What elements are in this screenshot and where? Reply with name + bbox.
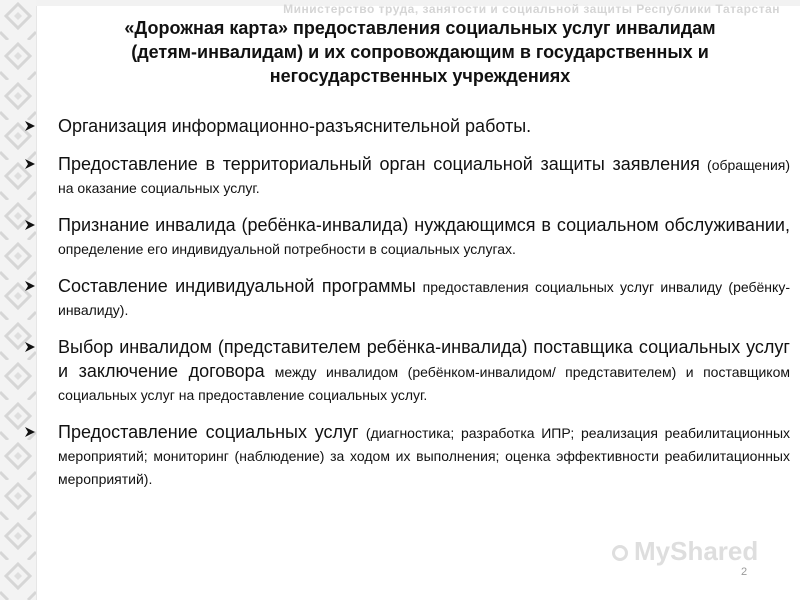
list-item bbox=[20, 275, 790, 322]
arrow-bullet-icon bbox=[24, 341, 36, 353]
arrow-bullet-icon bbox=[24, 280, 36, 292]
list-item bbox=[20, 214, 790, 261]
list-item bbox=[20, 421, 790, 491]
ministry-header: Министерство труда, занятости и социальной защиты Республики Татарстан bbox=[283, 2, 780, 16]
arrow-bullet-icon bbox=[24, 120, 36, 132]
arrow-bullet-icon bbox=[24, 158, 36, 170]
arrow-bullet-icon bbox=[24, 219, 36, 231]
item-main-text: Признание инвалида (ребёнка-инвалида) нуждающимся в социальном обслуживании, bbox=[58, 215, 790, 235]
page-title: «Дорожная карта» предоставления социальных услуг инвалидам (детям-инвалидам) и их сопровождающим в государственных и негосударственных учреждениях bbox=[124, 18, 716, 86]
list-item bbox=[20, 336, 790, 407]
item-sub-text: между инвалидом (ребёнком-инвалидом/ представителем) и поставщиком социальных услуг на предоставление социальных услуг. bbox=[58, 364, 790, 403]
list-item bbox=[20, 153, 790, 200]
item-sub-text: (диагностика; разработка ИПР; реализация реабилитационных мероприятий; мониторинг (наблюдение) за ходом их выполнения; оценка эффективности реабилитационных мероприятий). bbox=[58, 425, 791, 487]
slide-number: 2 bbox=[741, 566, 748, 578]
watermark-logo-icon bbox=[612, 545, 628, 561]
item-main-text: Предоставление социальных услуг bbox=[58, 422, 359, 442]
item-sub-text: (обращения) на оказание социальных услуг. bbox=[58, 157, 791, 196]
watermark-text: MyShared bbox=[634, 536, 759, 566]
item-main-text: Организация информационно-разъяснительной работы. bbox=[58, 116, 532, 136]
watermark bbox=[612, 536, 758, 567]
item-sub-text: предоставления социальных услуг инвалиду (ребёнку-инвалиду). bbox=[58, 279, 790, 318]
list-item bbox=[20, 115, 790, 139]
item-main-text: Выбор инвалидом (представителем ребёнка-инвалида) поставщика социальных услуг и заключение договора bbox=[58, 337, 790, 381]
arrow-bullet-icon bbox=[24, 426, 36, 438]
item-main-text: Предоставление в территориальный орган социальной защиты заявления bbox=[58, 154, 700, 174]
bullet-list bbox=[20, 115, 790, 505]
item-sub-text: определение его индивидуальной потребности в социальных услугах. bbox=[58, 241, 516, 257]
item-main-text: Составление индивидуальной программы bbox=[58, 276, 416, 296]
